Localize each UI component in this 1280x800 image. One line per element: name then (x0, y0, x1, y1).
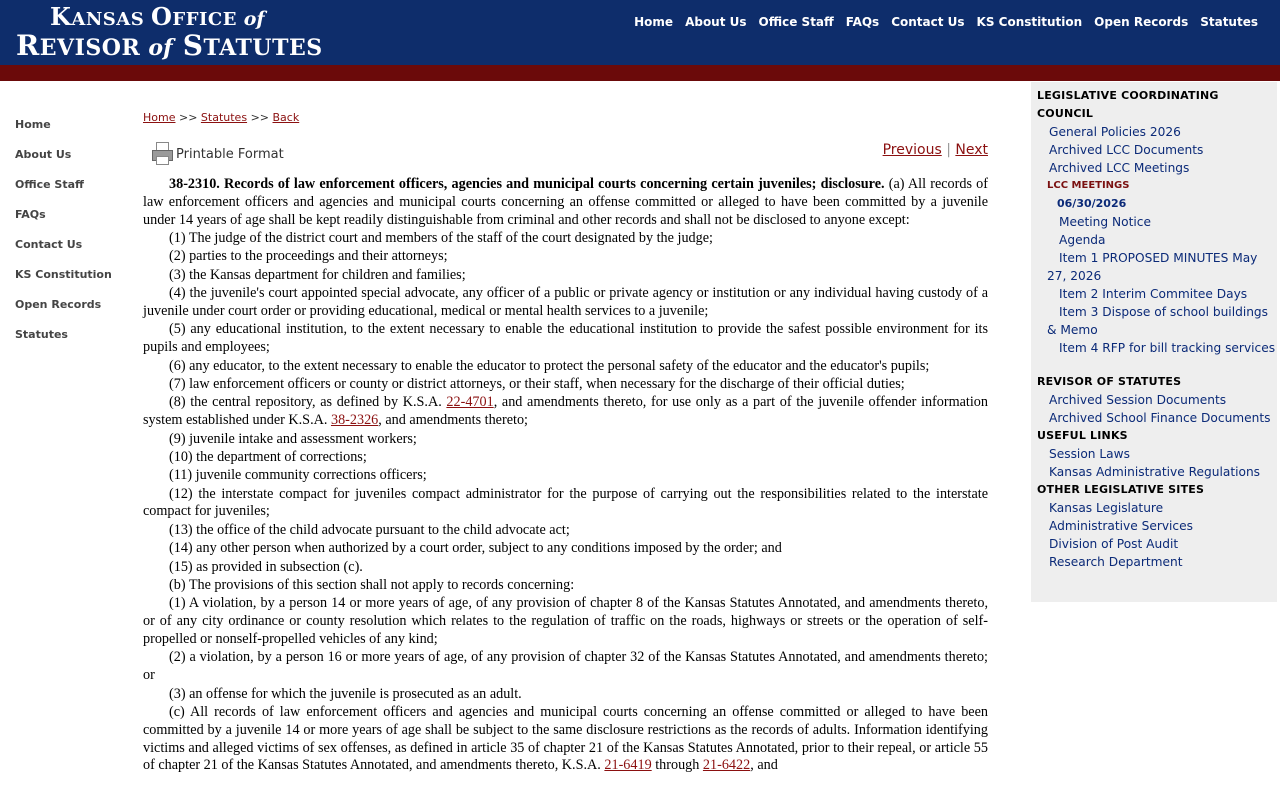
ksa-link-21-6419[interactable]: 21-6419 (604, 757, 652, 774)
logo-text: EVISOR (39, 35, 149, 61)
statute-paragraph: (b) The provisions of this section shall not apply to records concerning: (169, 577, 575, 594)
breadcrumb-home[interactable]: Home (143, 111, 176, 124)
next-link[interactable]: Next (955, 142, 988, 158)
session-laws-link[interactable]: Session Laws (1049, 447, 1130, 461)
logo-text: FFICE (172, 9, 244, 30)
meeting-item1-link[interactable]: Item 1 PROPOSED MINUTES May 27, 2026 (1047, 251, 1258, 283)
site-logo-line2[interactable] (16, 29, 323, 62)
lcc-heading: LEGISLATIVE COORDINATING COUNCIL (1037, 89, 1219, 120)
lcc-meetings-label: LCC MEETINGS (1047, 180, 1130, 191)
leftnav-about-us[interactable]: About Us (15, 148, 72, 161)
meeting-item2-link[interactable]: Item 2 Interim Commitee Days (1059, 287, 1248, 301)
header-accent-bar (0, 65, 1280, 81)
statute-text-run: (c) All records of law enforcement officers and agencies and municipal courts concerning an offense committed or alleged to have been committed by a juvenile 14 or more years of age shall be subject to the same disclosure restrictions as the records of adults. Information identifying victims and alleged victims of sex offenses, as defined in article 35 of chapter 21 of the Kansas Statutes Annotated, prior to their repeal, or article 55 of chapter 21 of the Kansas Statutes Annotated, and amendments thereto, K.S.A. (143, 703, 988, 774)
statute-paragraph: (3) an offense for which the juvenile is prosecuted as an adult. (169, 685, 522, 702)
logo-text: O (151, 2, 173, 31)
statute-intro-text: (a) All records of law enforcement officers and agencies and municipal courts concerning an offense committed or alleged to have been committed by a juvenile under 14 years of age shall be kept readily distinguishable from criminal and other records and shall not be disclosed to anyone except: (143, 176, 989, 228)
kansas-legislature-link[interactable]: Kansas Legislature (1049, 501, 1164, 515)
prev-next-nav (883, 142, 988, 158)
meeting-item4-link[interactable]: Item 4 RFP for bill tracking services (1059, 341, 1276, 355)
statute-intro (143, 176, 988, 229)
prev-next-separator: | (946, 142, 951, 158)
meeting-notice-link[interactable]: Meeting Notice (1059, 215, 1151, 229)
statute-paragraph: (2) a violation, by a person 16 or more years of age, of any provision of chapter 32 of the Kansas Statutes Annotated, and amendments thereto; or (143, 649, 988, 684)
topnav-home[interactable]: Home (634, 15, 674, 29)
other-sites-heading: OTHER LEGISLATIVE SITES (1037, 483, 1205, 496)
statute-paragraph (143, 394, 988, 430)
leftnav-office-staff[interactable]: Office Staff (15, 178, 84, 191)
lcc-general-policies-link[interactable]: General Policies 2026 (1049, 125, 1181, 139)
topnav-office-staff[interactable]: Office Staff (758, 15, 834, 29)
leftnav-statutes[interactable]: Statutes (15, 328, 68, 341)
logo-text: of (148, 35, 173, 61)
meeting-date: 06/30/2026 (1057, 197, 1127, 210)
statute-text-run: , and amendments thereto, for use only as a part of the juvenile offender information system established under K.S.A. (143, 394, 988, 429)
logo-text: of (243, 8, 265, 30)
topnav-ks-constitution[interactable]: KS Constitution (976, 15, 1083, 29)
leftnav-contact-us[interactable]: Contact Us (15, 238, 83, 251)
left-nav (15, 118, 112, 358)
statute-paragraph: (12) the interstate compact for juveniles compact administrator for the purpose of carrying out the responsibilities related to the interstate compact for juveniles; (143, 485, 988, 520)
topnav-about-us[interactable]: About Us (685, 15, 747, 29)
breadcrumb-separator: >> (250, 111, 269, 124)
administrative-services-link[interactable]: Administrative Services (1049, 519, 1193, 533)
main-content (143, 110, 988, 776)
leftnav-home[interactable]: Home (15, 118, 51, 131)
lcc-archived-meetings-link[interactable]: Archived LCC Meetings (1049, 161, 1190, 175)
topnav-faqs[interactable]: FAQs (845, 15, 880, 29)
topnav-contact-us[interactable]: Contact Us (891, 15, 965, 29)
meeting-item3-link[interactable]: Item 3 Dispose of school buildings & Memo (1047, 305, 1269, 337)
statute-paragraph: (9) juvenile intake and assessment workers; (169, 430, 417, 447)
statute-text-run: , and (750, 757, 778, 774)
statute-paragraph: (15) as provided in subsection (c). (169, 558, 363, 575)
statute-paragraph: (13) the office of the child advocate pursuant to the child advocate act; (169, 521, 570, 538)
statute-paragraph: (6) any educator, to the extent necessary to enable the educator to protect the personal safety of the educator and the educator's pupils; (169, 357, 930, 374)
ksa-link-38-2326[interactable]: 38-2326 (330, 412, 379, 429)
leftnav-ks-constitution[interactable]: KS Constitution (15, 268, 112, 281)
archived-school-finance-link[interactable]: Archived School Finance Documents (1049, 411, 1271, 425)
ksa-link-22-4701[interactable]: 22-4701 (446, 394, 494, 411)
logo-text: S (172, 29, 204, 62)
site-logo-line1[interactable] (50, 2, 265, 31)
statute-text (143, 176, 988, 775)
breadcrumb-separator: >> (178, 111, 198, 124)
statute-text-run: , and amendments thereto; (378, 412, 528, 429)
previous-link[interactable]: Previous (882, 142, 942, 158)
topnav-open-records[interactable]: Open Records (1094, 15, 1189, 29)
logo-text: TATUTES (203, 35, 323, 61)
breadcrumb-statutes[interactable]: Statutes (200, 111, 248, 124)
logo-text: K (50, 2, 72, 31)
division-post-audit-link[interactable]: Division of Post Audit (1049, 537, 1179, 551)
printer-icon (151, 142, 173, 166)
agenda-link[interactable]: Agenda (1059, 233, 1106, 247)
breadcrumb-back[interactable]: Back (272, 111, 300, 124)
topnav-statutes[interactable]: Statutes (1200, 15, 1258, 29)
printable-format-label: Printable Format (176, 146, 284, 162)
lcc-archived-documents-link[interactable]: Archived LCC Documents (1049, 143, 1204, 157)
leftnav-faqs[interactable]: FAQs (15, 208, 46, 221)
research-department-link[interactable]: Research Department (1049, 555, 1183, 569)
statute-text-run: (8) the central repository, as defined by K.S.A. (169, 394, 447, 411)
statute-heading: 38-2310. Records of law enforcement officers, agencies and municipal courts concerning certain juveniles; disclosure. (169, 176, 885, 192)
logo-text: R (16, 29, 40, 62)
statute-text-run: through (651, 757, 703, 774)
breadcrumb (143, 111, 988, 124)
statute-paragraph: (7) law enforcement officers or county or district attorneys, or their staff, when necessary for the discharge of their official duties; (169, 375, 905, 392)
statute-paragraph: (5) any educational institution, to the extent necessary to enable the educational institution to provide the safest possible environment for its pupils and employees; (143, 321, 988, 356)
logo-text: ANSAS (71, 9, 152, 30)
statute-paragraph: (1) The judge of the district court and members of the staff of the court designated by the judge; (169, 229, 713, 246)
statute-paragraph: (10) the department of corrections; (169, 448, 367, 465)
archived-session-documents-link[interactable]: Archived Session Documents (1049, 393, 1227, 407)
kansas-admin-regulations-link[interactable]: Kansas Administrative Regulations (1049, 465, 1261, 479)
statute-paragraph (143, 704, 988, 775)
site-header (0, 0, 1280, 65)
ksa-link-21-6422[interactable]: 21-6422 (702, 757, 751, 774)
statute-paragraph: (11) juvenile community corrections officers; (169, 467, 427, 484)
statute-paragraph: (4) the juvenile's court appointed special advocate, any officer of a public or private agency or institution or any individual having custody of a juvenile under court order or providing educational, medical or mental health services to a juvenile; (143, 285, 988, 319)
useful-links-heading: USEFUL LINKS (1037, 429, 1128, 442)
printable-format-link[interactable] (151, 142, 284, 166)
right-sidebar (1031, 82, 1277, 602)
statute-paragraph: (2) parties to the proceedings and their attorneys; (169, 248, 448, 265)
statute-paragraph: (1) A violation, by a person 14 or more years of age, of any provision of chapter 8 of the Kansas Statutes Annotated, and amendments thereto, or of any city ordinance or county resolution which relates to the regulation of traffic on the roads, highways or streets or the operation of self-propelled or nonself-propelled vehicles of any kind; (143, 595, 988, 648)
leftnav-open-records[interactable]: Open Records (15, 298, 102, 311)
statute-paragraph: (14) any other person when authorized by a court order, subject to any conditions imposed by the order; and (169, 540, 782, 557)
top-nav (622, 15, 1258, 29)
statute-toolbar (143, 138, 988, 178)
statute-paragraph: (3) the Kansas department for children and families; (169, 266, 466, 283)
revisor-heading: REVISOR OF STATUTES (1037, 375, 1182, 388)
